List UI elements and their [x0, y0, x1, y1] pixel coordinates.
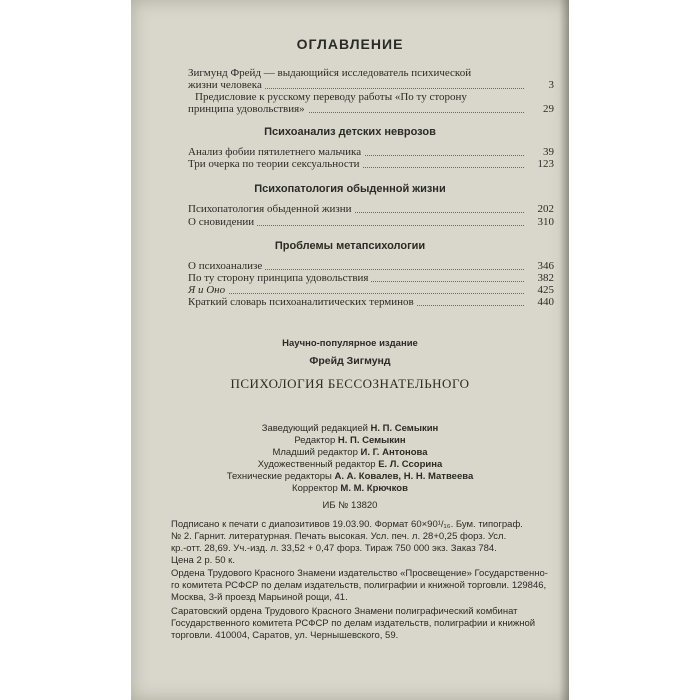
toc-entry — [188, 216, 554, 228]
toc-entry-title: Анализ фобии пятилетнего мальчика — [188, 146, 364, 158]
print-line: Подписано к печати с диапозитивов 19.03.90. Формат 60×90¹/₁₆. Бум. типограф. — [171, 519, 523, 530]
toc-entry-title: По ту сторону принципа удовольствия — [188, 272, 371, 284]
credit-name: И. Г. Антонова — [360, 447, 428, 458]
toc-entry-page: 3 — [546, 79, 555, 91]
publisher-details — [171, 568, 551, 604]
toc-entry — [188, 203, 554, 215]
publisher-line: Ордена Трудового Красного Знамени издательство «Просвещение» Государственно- — [171, 568, 548, 579]
print-details — [171, 519, 551, 567]
publisher-line: Москва, 3-й проезд Марьиной рощи, 41. — [171, 592, 348, 603]
toc-entry — [188, 158, 554, 170]
toc-entry-title: Краткий словарь психоаналитических терминов — [188, 296, 417, 308]
toc-entry-title-cont: жизни человека — [188, 79, 265, 91]
toc-entry-page: 382 — [535, 272, 555, 284]
credit-line — [131, 483, 569, 495]
toc-entry-page: 39 — [540, 146, 554, 158]
toc-entry-page: 123 — [535, 158, 555, 170]
print-line: Цена 2 р. 50 к. — [171, 555, 235, 566]
page-edge-shadow — [559, 0, 569, 700]
credit-role: Технические редакторы — [226, 471, 332, 482]
toc-entry-title: Предисловие к русскому переводу работы «По ту сторону — [195, 91, 470, 103]
credit-line — [131, 459, 569, 471]
toc-entry-page: 202 — [535, 203, 555, 215]
ib-number: ИБ № 13820 — [322, 500, 378, 511]
toc-entry-title: Я и Оно — [188, 284, 228, 296]
toc-section-heading: Психопатология обыденной жизни — [254, 183, 446, 195]
toc-entry-title: О психоанализе — [188, 260, 265, 272]
toc-title: ОГЛАВЛЕНИЕ — [296, 36, 404, 52]
toc-entry — [188, 284, 554, 296]
printer-details — [171, 606, 551, 642]
publisher-line: го комитета РСФСР по делам издательств, полиграфии и книжной торговли. 129846, — [171, 580, 547, 591]
toc-entry-title: Зигмунд Фрейд — выдающийся исследователь психической — [188, 67, 474, 79]
credit-line — [131, 423, 569, 435]
credit-line — [131, 447, 569, 459]
author-name: Фрейд Зигмунд — [309, 355, 391, 367]
credit-name: М. М. Крючков — [340, 483, 408, 494]
edition-type: Научно-популярное издание — [282, 338, 418, 349]
credit-name: Е. Л. Ссорина — [378, 459, 443, 470]
credit-role: Художественный редактор — [257, 459, 376, 470]
book-page — [131, 0, 569, 700]
toc-entry-page: 440 — [535, 296, 555, 308]
credit-role: Заведующий редакцией — [261, 423, 368, 434]
printer-line: Государственного комитета РСФСР по делам издательств, полиграфии и книжной — [171, 618, 536, 629]
toc-entry — [188, 146, 554, 158]
credit-line — [131, 471, 569, 483]
toc-section-heading: Проблемы метапсихологии — [274, 240, 426, 252]
credit-role: Редактор — [294, 435, 336, 446]
toc-entry-title: Психопатология обыденной жизни — [188, 203, 354, 215]
toc-entry-title-cont: принципа удовольствия» — [188, 103, 308, 115]
credit-name: Н. П. Семыкин — [370, 423, 439, 434]
book-title: ПСИХОЛОГИЯ БЕССОЗНАТЕЛЬНОГО — [230, 376, 470, 391]
print-line: кр.-отт. 28,69. Уч.-изд. л. 33,52 + 0,47 форз. Тираж 750 000 экз. Заказ 784. — [171, 543, 497, 554]
toc-entry-page: 29 — [540, 103, 554, 115]
toc-entry-page: 310 — [535, 216, 555, 228]
toc-entry-title: Три очерка по теории сексуальности — [188, 158, 363, 170]
credit-role: Младший редактор — [272, 447, 358, 458]
toc-entry — [188, 260, 554, 272]
toc-section-heading: Психоанализ детских неврозов — [264, 126, 436, 138]
toc-entry — [188, 296, 554, 308]
print-line: № 2. Гарнит. литературная. Печать высокая. Усл. печ. л. 28+0,25 форз. Усл. — [171, 531, 507, 542]
toc-entry-title: О сновидении — [188, 216, 257, 228]
credit-role: Корректор — [292, 483, 338, 494]
toc-entry-page: 346 — [535, 260, 555, 272]
credit-line — [131, 435, 569, 447]
toc-entry — [188, 272, 554, 284]
credit-name: Н. П. Семыкин — [337, 435, 406, 446]
credits-block — [131, 423, 569, 495]
printer-line: Саратовский ордена Трудового Красного Знамени полиграфический комбинат — [171, 606, 518, 617]
toc-entry-page: 425 — [535, 284, 555, 296]
credit-name: А. А. Ковалев, Н. Н. Матвеева — [334, 471, 474, 482]
printer-line: торговли. 410004, Саратов, ул. Чернышевского, 59. — [171, 630, 399, 641]
